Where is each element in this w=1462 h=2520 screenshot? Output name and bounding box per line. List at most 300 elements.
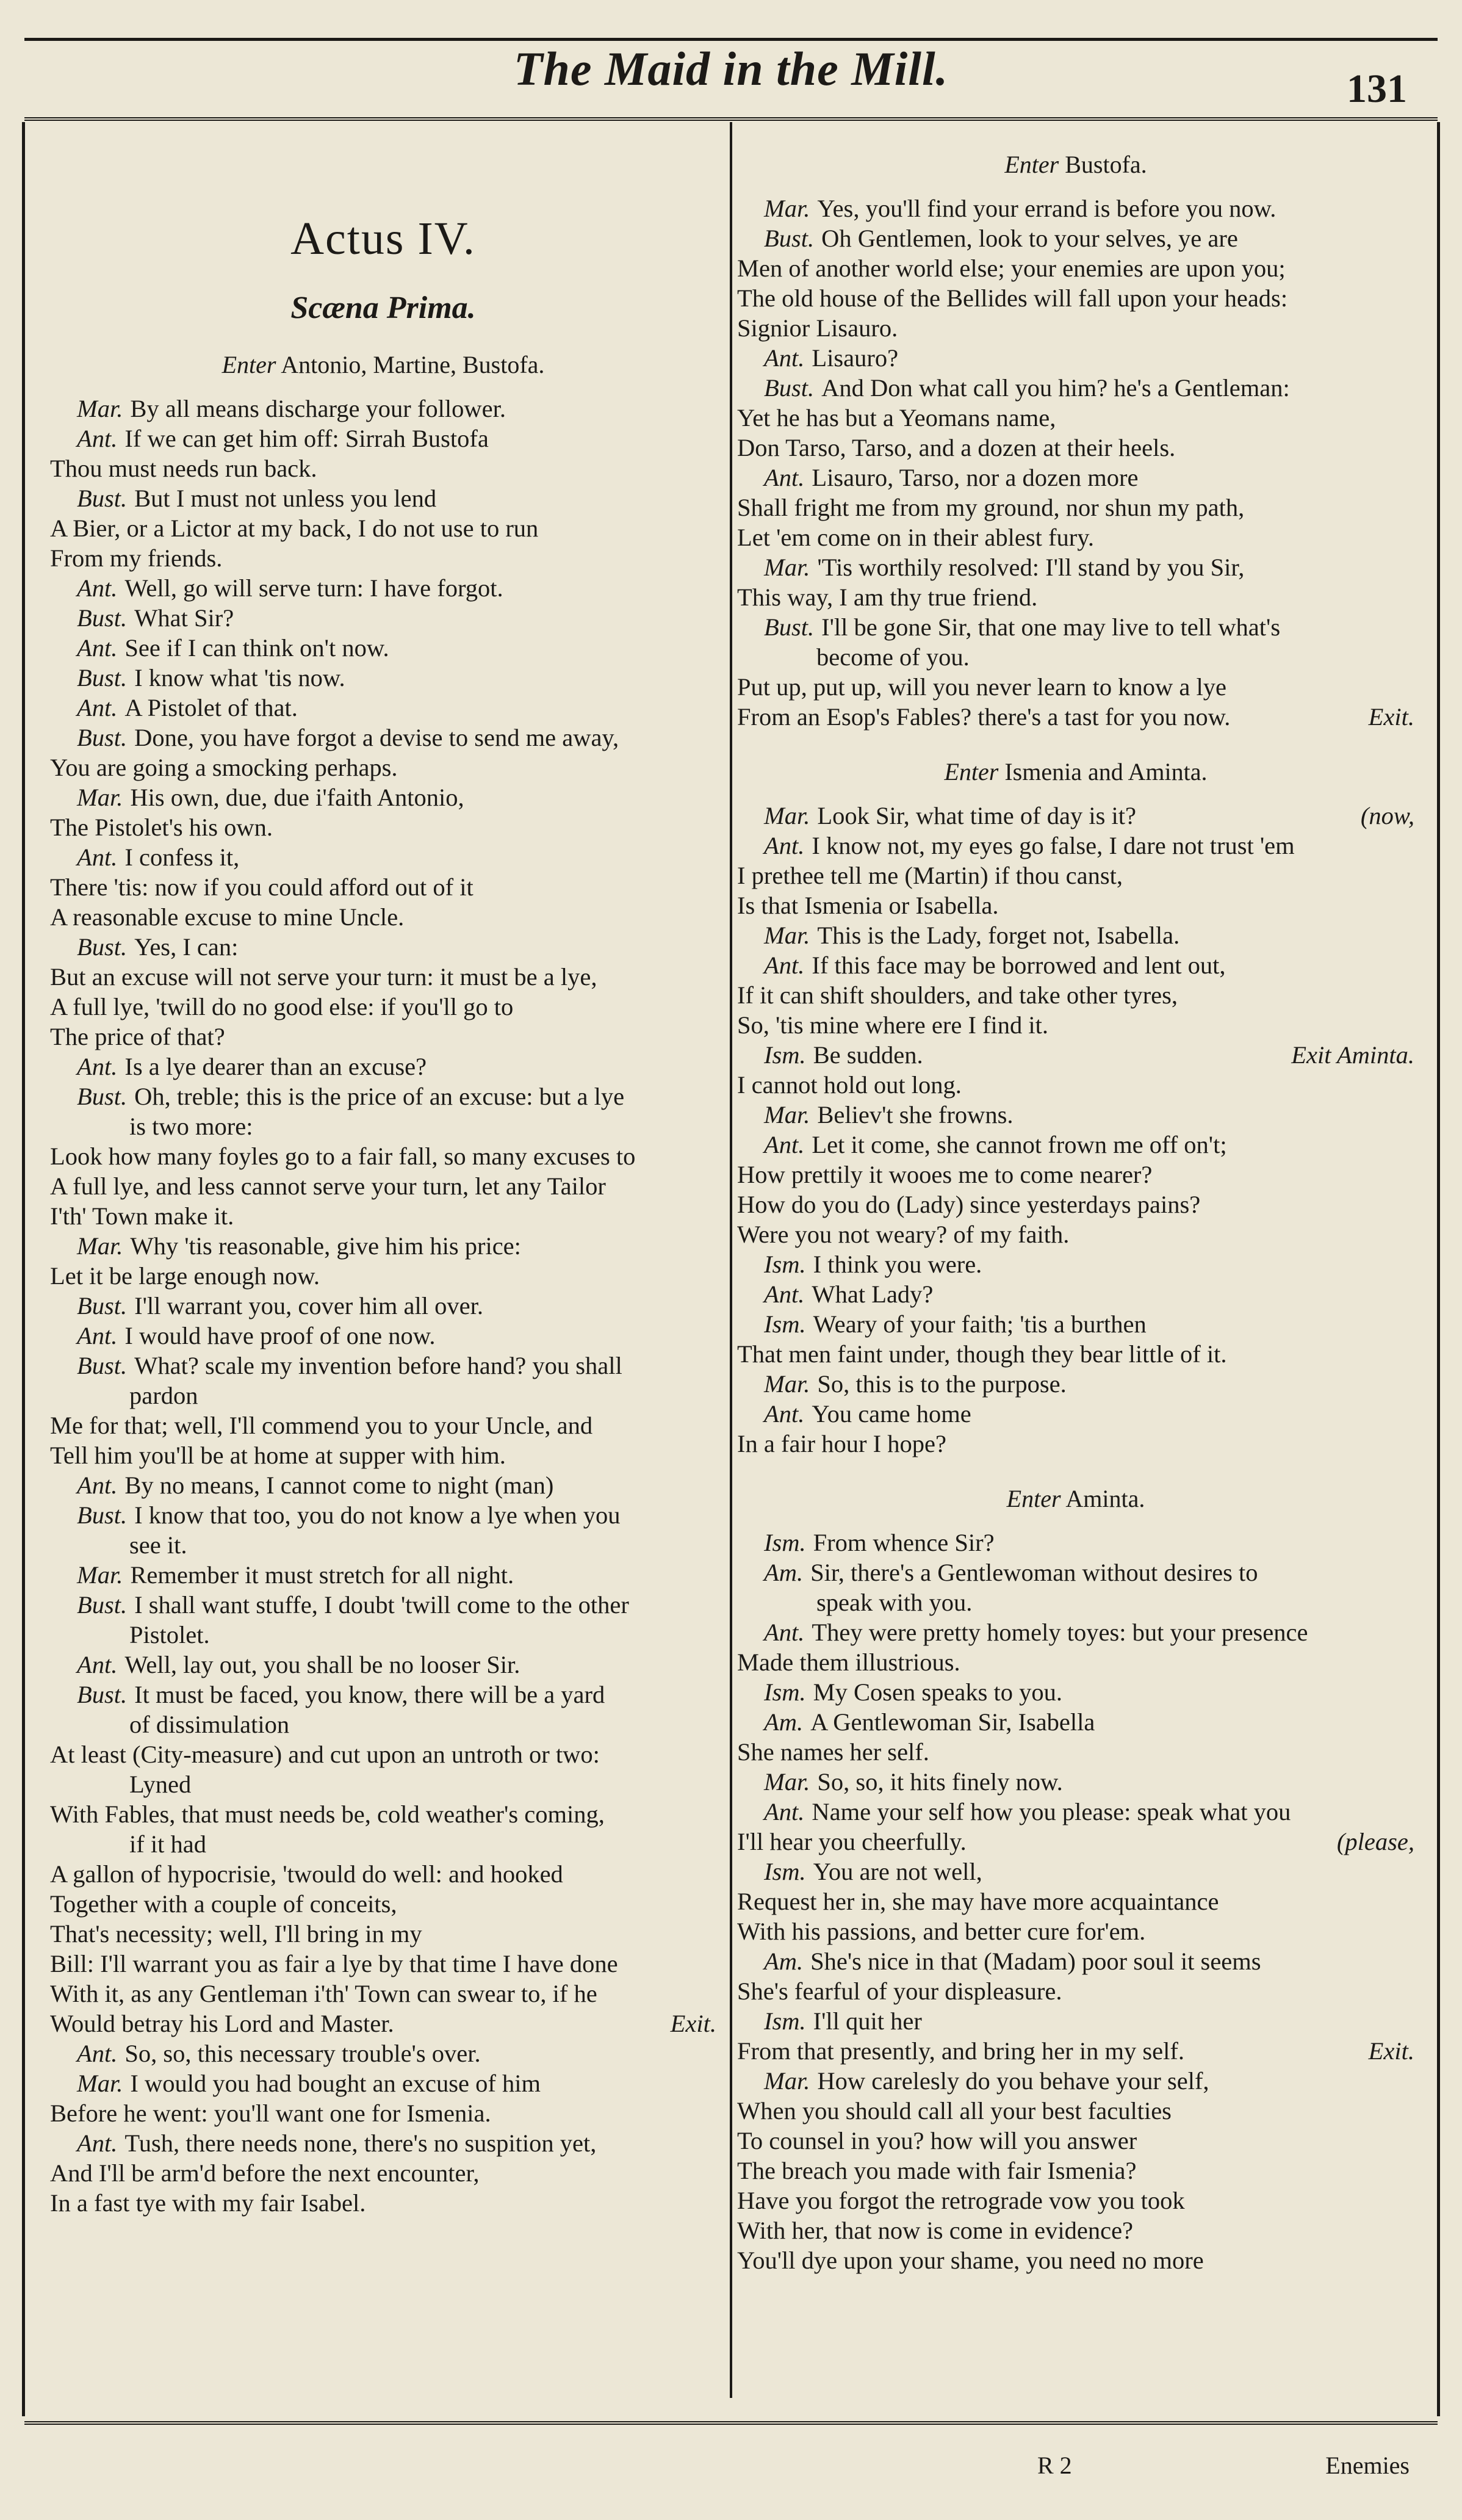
stage-direction-exit: (now,: [1360, 802, 1414, 829]
line-text: Me for that; well, I'll commend you to your Uncle, and: [50, 1412, 593, 1439]
line-text: If this face may be borrowed and lent out,: [812, 951, 1226, 979]
dialogue-line: [737, 1369, 1414, 1399]
dialogue-line: [50, 1111, 716, 1141]
dialogue-line: [737, 1737, 1414, 1767]
speaker-prefix: Ism.: [764, 2007, 806, 2035]
speaker-prefix: Bust.: [77, 1292, 128, 1320]
line-text: From an Esop's Fables? there's a tast for you now.: [737, 703, 1231, 731]
dialogue-line: [50, 1739, 716, 1769]
line-text: She's nice in that (Madam) poor soul it seems: [810, 1948, 1261, 1975]
dialogue-line: [50, 2188, 716, 2218]
dialogue-line: [737, 1707, 1414, 1737]
speaker-prefix: Mar.: [764, 2067, 810, 2095]
speaker-prefix: Ant.: [764, 1400, 805, 1428]
dialogue-line: [737, 1309, 1414, 1339]
dialogue-line: [737, 433, 1414, 463]
line-text: She names her self.: [737, 1738, 929, 1766]
line-text: I'll be gone Sir, that one may live to tell what's: [821, 613, 1281, 641]
dialogue-line: [737, 463, 1414, 493]
dialogue-line: [737, 1219, 1414, 1249]
dialogue-line: [50, 513, 716, 543]
stage-direction-entrance-aminta: [737, 1484, 1414, 1513]
frame-left-rule: [22, 122, 25, 2416]
dialogue-line: [737, 1797, 1414, 1827]
line-text: Name your self how you please: speak what you: [812, 1798, 1291, 1825]
speaker-prefix: Bust.: [764, 225, 815, 252]
line-text: This way, I am thy true friend.: [737, 583, 1038, 611]
dialogue-line: [737, 1528, 1414, 1558]
speaker-prefix: Bust.: [77, 933, 128, 961]
dialogue-line: [50, 842, 716, 872]
line-text: How do you do (Lady) since yesterdays pains?: [737, 1191, 1201, 1218]
dialogue-line: [737, 1190, 1414, 1219]
speaker-prefix: Bust.: [77, 1083, 128, 1110]
line-text: Request her in, she may have more acquaintance: [737, 1888, 1219, 1915]
stage-direction-exit: Exit.: [1368, 2037, 1414, 2065]
dialogue-line: [737, 2186, 1414, 2215]
dialogue-line: [737, 612, 1414, 642]
line-text: Weary of your faith; 'tis a burthen: [813, 1310, 1147, 1338]
speaker-prefix: Ant.: [764, 464, 805, 491]
dialogue-line: [50, 932, 716, 962]
line-text: How prettily it wooes me to come nearer?: [737, 1161, 1153, 1188]
dialogue-line: [50, 693, 716, 723]
line-text: Men of another world else; your enemies are upon you;: [737, 255, 1286, 282]
line-text: Believ't she frowns.: [817, 1101, 1014, 1128]
dialogue-line: [50, 1470, 716, 1500]
dialogue-line: [50, 812, 716, 842]
line-text: Thou must needs run back.: [50, 455, 317, 482]
dialogue-line: [737, 950, 1414, 980]
speaker-prefix: Mar.: [764, 1768, 810, 1796]
dialogue-right-1: [737, 193, 1414, 732]
line-text: What Lady?: [812, 1280, 934, 1308]
speaker-prefix: Mar.: [764, 1370, 810, 1398]
speaker-prefix: Ant.: [764, 832, 805, 859]
dialogue-line: [50, 1022, 716, 1052]
line-text: Why 'tis reasonable, give him his price:: [130, 1232, 521, 1260]
line-text: A Pistolet of that.: [124, 694, 298, 721]
line-text: Would betray his Lord and Master.: [50, 2010, 394, 2037]
speaker-prefix: Ant.: [764, 1619, 805, 1646]
line-text: Look Sir, what time of day is it?: [817, 802, 1136, 829]
dialogue-line: [50, 1081, 716, 1111]
line-text: Let it be large enough now.: [50, 1262, 320, 1290]
line-text: Tush, there needs none, there's no suspition yet,: [124, 2129, 597, 2157]
line-text: Oh, treble; this is the price of an excuse: but a lye: [134, 1083, 625, 1110]
dialogue-line: [50, 483, 716, 513]
dialogue-line: [737, 2096, 1414, 2126]
speaker-prefix: Ant.: [764, 951, 805, 979]
line-text: A full lye, 'twill do no good else: if you'll go to: [50, 993, 514, 1020]
line-text: But an excuse will not serve your turn: it must be a lye,: [50, 963, 597, 991]
dialogue-line: [737, 1617, 1414, 1647]
speaker-prefix: Ant.: [77, 1322, 118, 1349]
dialogue-line: [50, 2128, 716, 2158]
line-text: I know not, my eyes go false, I dare not trust 'em: [812, 832, 1295, 859]
dialogue-line: [50, 1590, 716, 1620]
line-text: pardon: [129, 1382, 198, 1409]
dialogue-line: [737, 1070, 1414, 1100]
dialogue-line: [50, 1171, 716, 1201]
line-text: Is that Ismenia or Isabella.: [737, 892, 999, 919]
dialogue-line: [737, 2006, 1414, 2036]
line-text: By no means, I cannot come to night (man): [124, 1471, 554, 1499]
enter-word: Enter: [1004, 151, 1059, 178]
line-text: A full lye, and less cannot serve your turn, let any Tailor: [50, 1172, 606, 1200]
speaker-prefix: Ant.: [764, 1798, 805, 1825]
line-text: Yet he has but a Yeomans name,: [737, 404, 1056, 431]
dialogue-line: [737, 2066, 1414, 2096]
line-text: If it can shift shoulders, and take other tyres,: [737, 981, 1178, 1009]
line-text: And Don what call you him? he's a Gentleman:: [821, 374, 1290, 402]
line-text: Have you forgot the retrograde vow you took: [737, 2187, 1185, 2214]
dialogue-line: [737, 861, 1414, 890]
line-text: Signior Lisauro.: [737, 314, 898, 342]
stage-direction-entrance: [50, 350, 716, 379]
line-text: Look how many foyles go to a fair fall, so many excuses to: [50, 1143, 636, 1170]
dialogue-line: [50, 1889, 716, 1919]
dialogue-line: [737, 1010, 1414, 1040]
dialogue-line: [50, 1560, 716, 1590]
dialogue-line: [737, 2215, 1414, 2245]
line-text: They were pretty homely toyes: but your presence: [812, 1619, 1308, 1646]
speaker-prefix: Mar.: [77, 1561, 123, 1589]
entrance-names: Aminta.: [1065, 1485, 1145, 1512]
scene-heading: Scæna Prima.: [290, 291, 476, 325]
dialogue-line: [737, 1767, 1414, 1797]
speaker-prefix: Am.: [764, 1559, 804, 1586]
dialogue-line: [50, 1351, 716, 1381]
right-column: [737, 140, 1414, 2275]
line-text: A Bier, or a Lictor at my back, I do not use to run: [50, 514, 539, 542]
dialogue-line: [50, 992, 716, 1022]
line-text: I would have proof of one now.: [124, 1322, 436, 1349]
line-text: I think you were.: [813, 1251, 982, 1278]
line-text: By all means discharge your follower.: [130, 395, 506, 422]
dialogue-line: [737, 831, 1414, 861]
dialogue-line: [737, 1339, 1414, 1369]
line-text: I'll warrant you, cover him all over.: [134, 1292, 484, 1320]
dialogue-line: [737, 343, 1414, 373]
line-text: You are not well,: [813, 1858, 982, 1885]
line-text: Let 'em come on in their ablest fury.: [737, 524, 1094, 551]
dialogue-line: [50, 962, 716, 992]
line-text: There 'tis: now if you could afford out of it: [50, 873, 474, 901]
line-text: see it.: [129, 1531, 187, 1559]
line-text: Don Tarso, Tarso, and a dozen at their heels.: [737, 434, 1176, 461]
dialogue-line: [737, 1857, 1414, 1886]
line-text: Yes, I can:: [134, 933, 239, 961]
line-text: Done, you have forgot a devise to send me away,: [134, 724, 619, 751]
dialogue-line: [737, 283, 1414, 313]
dialogue-line: [737, 920, 1414, 950]
speaker-prefix: Bust.: [77, 1681, 128, 1708]
speaker-prefix: Ant.: [77, 1053, 118, 1080]
line-text: A reasonable excuse to mine Uncle.: [50, 903, 405, 931]
line-text: Is a lye dearer than an excuse?: [124, 1053, 427, 1080]
dialogue-line: [737, 2036, 1414, 2066]
top-rule: [24, 38, 1438, 41]
dialogue-line: [737, 582, 1414, 612]
dialogue-line: [50, 1919, 716, 1949]
line-text: Before he went: you'll want one for Ismenia.: [50, 2099, 491, 2127]
line-text: Lyned: [129, 1771, 192, 1798]
entrance-names: Bustofa.: [1065, 151, 1147, 178]
enter-word: Enter: [1006, 1485, 1061, 1512]
dialogue-line: [737, 890, 1414, 920]
line-text: I'll quit her: [813, 2007, 922, 2035]
dialogue-line: [50, 1500, 716, 1530]
dialogue-line: [50, 1769, 716, 1799]
dialogue-line: [50, 872, 716, 902]
line-text: I prethee tell me (Martin) if thou canst,: [737, 862, 1123, 889]
entrance-names: Ismenia and Aminta.: [1004, 758, 1208, 785]
speaker-prefix: Bust.: [764, 374, 815, 402]
line-text: You are going a smocking perhaps.: [50, 754, 398, 781]
dialogue-line: [737, 1677, 1414, 1707]
line-text: What? scale my invention before hand? you shall: [134, 1352, 622, 1379]
line-text: You came home: [812, 1400, 971, 1428]
speaker-prefix: Bust.: [764, 613, 815, 641]
line-text: is two more:: [129, 1113, 253, 1140]
dialogue-line: [50, 753, 716, 782]
line-text: It must be faced, you know, there will be a yard: [134, 1681, 605, 1708]
dialogue-line: [50, 1440, 716, 1470]
catchword: Enemies: [1325, 2452, 1410, 2479]
line-text: Well, go will serve turn: I have forgot.: [124, 574, 503, 602]
line-text: How carelesly do you behave your self,: [817, 2067, 1209, 2095]
dialogue-line: [737, 1100, 1414, 1130]
speaker-prefix: Bust.: [77, 1352, 128, 1379]
dialogue-line: [50, 1291, 716, 1321]
dialogue-line: [737, 373, 1414, 403]
speaker-prefix: Ism.: [764, 1529, 806, 1556]
line-text: I cannot hold out long.: [737, 1071, 962, 1099]
speaker-prefix: Bust.: [77, 485, 128, 512]
dialogue-line: [737, 313, 1414, 343]
line-text: That's necessity; well, I'll bring in my: [50, 1920, 422, 1948]
line-text: But I must not unless you lend: [134, 485, 437, 512]
dialogue-line: [737, 672, 1414, 702]
stage-direction-entrance-bustofa: [737, 150, 1414, 179]
dialogue-right-3: [737, 1528, 1414, 2275]
line-text: His own, due, due i'faith Antonio,: [130, 784, 464, 811]
stage-direction-exit: (please,: [1336, 1828, 1414, 1855]
frame-right-rule: [1437, 122, 1440, 2416]
speaker-prefix: Ant.: [77, 574, 118, 602]
dialogue-line: [50, 663, 716, 693]
dialogue-line: [50, 603, 716, 633]
dialogue-left: [50, 394, 716, 2218]
speaker-prefix: Ant.: [77, 1471, 118, 1499]
stage-direction-exit: Exit.: [670, 2010, 716, 2037]
dialogue-line: [50, 1709, 716, 1739]
dialogue-line: [737, 1429, 1414, 1459]
dialogue-line: [737, 1160, 1414, 1190]
line-text: Be sudden.: [813, 1041, 923, 1069]
dialogue-line: [737, 1130, 1414, 1160]
line-text: With his passions, and better cure for'em.: [737, 1918, 1146, 1945]
dialogue-line: [50, 1680, 716, 1709]
stage-direction-exit: Exit Aminta.: [1291, 1041, 1414, 1069]
dialogue-line: [50, 573, 716, 603]
line-text: Pistolet.: [129, 1621, 210, 1648]
dialogue-line: [50, 1410, 716, 1440]
line-text: Bill: I'll warrant you as fair a lye by that time I have done: [50, 1950, 618, 1977]
dialogue-line: [737, 1946, 1414, 1976]
speaker-prefix: Ant.: [77, 2129, 118, 2157]
speaker-prefix: Mar.: [764, 802, 810, 829]
dialogue-line: [50, 453, 716, 483]
line-text: Sir, there's a Gentlewoman without desires to: [810, 1559, 1258, 1586]
speaker-prefix: Ism.: [764, 1858, 806, 1885]
speaker-prefix: Mar.: [77, 1232, 123, 1260]
speaker-prefix: Ant.: [77, 634, 118, 662]
speaker-prefix: Bust.: [77, 724, 128, 751]
speaker-prefix: Mar.: [764, 1101, 810, 1128]
stage-direction-entrance-ismenia: [737, 757, 1414, 786]
line-text: With her, that now is come in evidence?: [737, 2217, 1134, 2244]
dialogue-line: [50, 1052, 716, 1081]
line-text: You'll dye upon your shame, you need no more: [737, 2247, 1204, 2274]
dialogue-line: [737, 702, 1414, 732]
line-text: if it had: [129, 1830, 206, 1858]
dialogue-line: [737, 253, 1414, 283]
line-text: So, so, it hits finely now.: [817, 1768, 1063, 1796]
dialogue-line: [50, 2009, 716, 2038]
speaker-prefix: Mar.: [77, 395, 123, 422]
act-heading: Actus IV.: [290, 213, 476, 264]
line-text: So, 'tis mine where ere I find it.: [737, 1011, 1049, 1039]
dialogue-line: [737, 1040, 1414, 1070]
line-text: Oh Gentlemen, look to your selves, ye are: [821, 225, 1238, 252]
dialogue-line: [737, 193, 1414, 223]
dialogue-line: [50, 1620, 716, 1650]
line-text: To counsel in you? how will you answer: [737, 2127, 1137, 2154]
line-text: With it, as any Gentleman i'th' Town can swear to, if he: [50, 1980, 597, 2007]
line-text: She's fearful of your displeasure.: [737, 1977, 1062, 2005]
line-text: That men faint under, though they bear little of it.: [737, 1340, 1227, 1368]
line-text: In a fast tye with my fair Isabel.: [50, 2189, 366, 2217]
line-text: Yes, you'll find your errand is before you now.: [817, 195, 1277, 222]
dialogue-line: [50, 1381, 716, 1410]
dialogue-line: [737, 1916, 1414, 1946]
dialogue-line: [737, 1249, 1414, 1279]
dialogue-line: [50, 2098, 716, 2128]
line-text: I'll hear you cheerfully.: [737, 1828, 967, 1855]
dialogue-line: [737, 1976, 1414, 2006]
dialogue-right-2: [737, 801, 1414, 1459]
line-text: Put up, put up, will you never learn to know a lye: [737, 673, 1226, 701]
dialogue-line: [737, 980, 1414, 1010]
dialogue-line: [50, 1141, 716, 1171]
stage-direction-exit: Exit.: [1368, 703, 1414, 731]
speaker-prefix: Ant.: [764, 1131, 805, 1158]
line-text: So, this is to the purpose.: [817, 1370, 1067, 1398]
line-text: If we can get him off: Sirrah Bustofa: [124, 425, 489, 452]
speaker-prefix: Bust.: [77, 664, 128, 691]
line-text: At least (City-measure) and cut upon an untroth or two:: [50, 1741, 600, 1768]
running-title: The Maid in the Mill.: [513, 42, 949, 95]
dialogue-line: [737, 1558, 1414, 1587]
line-text: In a fair hour I hope?: [737, 1430, 946, 1457]
speaker-prefix: Ant.: [764, 344, 805, 372]
line-text: I confess it,: [124, 843, 240, 871]
enter-word: Enter: [221, 351, 276, 378]
dialogue-line: [50, 424, 716, 453]
line-text: See if I can think on't now.: [124, 634, 389, 662]
dialogue-line: [737, 403, 1414, 433]
line-text: Tell him you'll be at home at supper with him.: [50, 1442, 506, 1469]
dialogue-line: [737, 2245, 1414, 2275]
speaker-prefix: Ant.: [77, 2040, 118, 2067]
line-text: Remember it must stretch for all night.: [130, 1561, 514, 1589]
dialogue-line: [50, 902, 716, 932]
line-text: My Cosen speaks to you.: [813, 1678, 1062, 1706]
dialogue-line: [50, 394, 716, 424]
line-text: I would you had bought an excuse of him: [130, 2070, 541, 2097]
speaker-prefix: Mar.: [77, 2070, 123, 2097]
line-text: The price of that?: [50, 1023, 225, 1050]
dialogue-line: [50, 1530, 716, 1560]
dialogue-line: [50, 1261, 716, 1291]
dialogue-line: [50, 2068, 716, 2098]
speaker-prefix: Ant.: [764, 1280, 805, 1308]
speaker-prefix: Bust.: [77, 1591, 128, 1619]
line-text: So, so, this necessary trouble's over.: [124, 2040, 481, 2067]
line-text: Together with a couple of conceits,: [50, 1890, 397, 1918]
line-text: The old house of the Bellides will fall upon your heads:: [737, 284, 1288, 312]
dialogue-line: [737, 642, 1414, 672]
line-text: The Pistolet's his own.: [50, 814, 273, 841]
speaker-prefix: Ant.: [77, 694, 118, 721]
speaker-prefix: Ism.: [764, 1678, 806, 1706]
line-text: A Gentlewoman Sir, Isabella: [810, 1708, 1095, 1736]
line-text: The breach you made with fair Ismenia?: [737, 2157, 1137, 2184]
dialogue-line: [50, 1201, 716, 1231]
line-text: From that presently, and bring her in my self.: [737, 2037, 1184, 2065]
line-text: Made them illustrious.: [737, 1648, 960, 1676]
dialogue-line: [737, 1886, 1414, 1916]
speaker-prefix: Ism.: [764, 1310, 806, 1338]
speaker-prefix: Mar.: [77, 784, 123, 811]
dialogue-line: [737, 552, 1414, 582]
line-text: I know that too, you do not know a lye when you: [134, 1501, 621, 1529]
speaker-prefix: Am.: [764, 1948, 804, 1975]
dialogue-line: [737, 1647, 1414, 1677]
speaker-prefix: Ant.: [77, 425, 118, 452]
dialogue-line: [50, 782, 716, 812]
dialogue-line: [737, 1587, 1414, 1617]
speaker-prefix: Bust.: [77, 1501, 128, 1529]
dialogue-line: [50, 1949, 716, 1979]
speaker-prefix: Mar.: [764, 195, 810, 222]
left-column: [50, 140, 716, 2218]
speaker-prefix: Am.: [764, 1708, 804, 1736]
dialogue-line: [50, 1829, 716, 1859]
line-text: What Sir?: [134, 604, 234, 632]
signature-mark: R 2: [1037, 2452, 1072, 2479]
dialogue-line: [50, 633, 716, 663]
line-text: From whence Sir?: [813, 1529, 995, 1556]
line-text: From my friends.: [50, 544, 223, 572]
line-text: 'Tis worthily resolved: I'll stand by you Sir,: [817, 554, 1245, 581]
line-text: Were you not weary? of my faith.: [737, 1221, 1070, 1248]
dialogue-line: [737, 223, 1414, 253]
line-text: A gallon of hypocrisie, 'twould do well: and hooked: [50, 1860, 563, 1888]
dialogue-line: [737, 1399, 1414, 1429]
